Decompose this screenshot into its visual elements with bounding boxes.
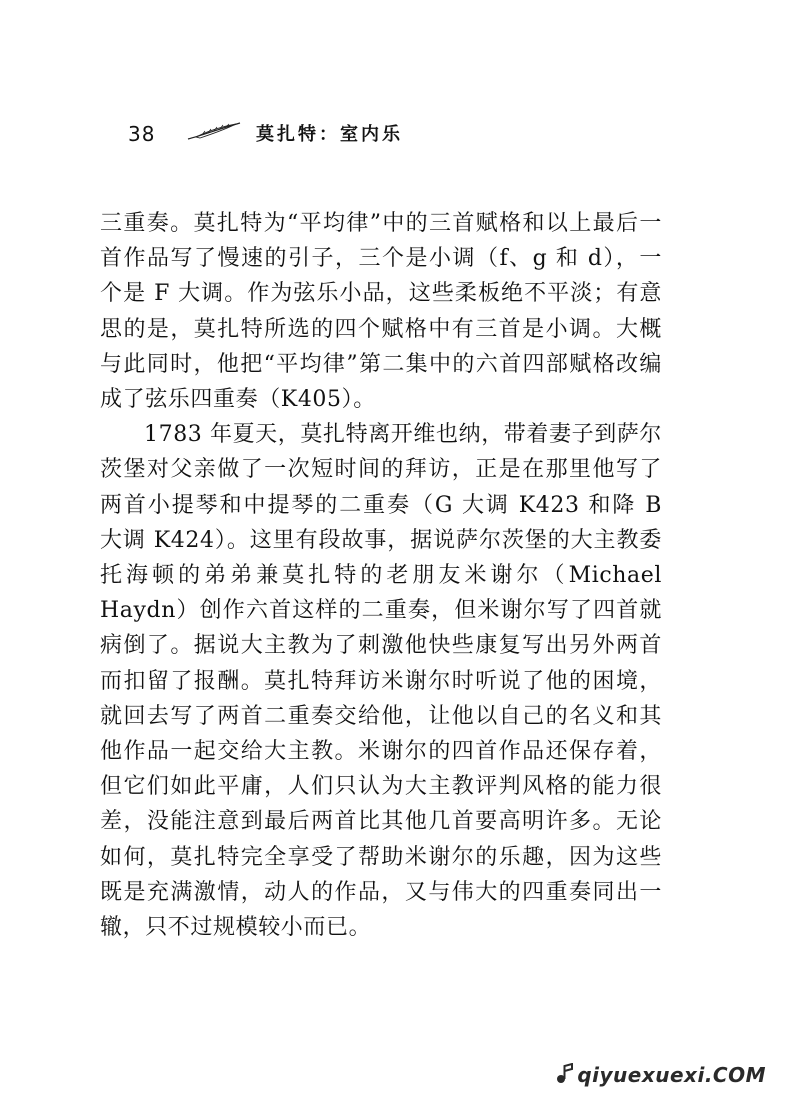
running-title: 莫扎特：室内乐 bbox=[256, 124, 403, 145]
page-header bbox=[128, 118, 548, 154]
music-note-logo-icon bbox=[555, 1063, 575, 1090]
site-watermark bbox=[555, 1063, 766, 1090]
paragraph-2: 1783 年夏天，莫扎特离开维也纳，带着妻子到萨尔茨堡对父亲做了一次短时间的拜访，正是在那里他写了两首小提琴和中提琴的二重奏（G 大调 K423 和降 B 大调 K424）。这里有段故事，据说萨尔茨堡的大主教委托海顿的弟弟兼莫扎特的老朋友米谢尔（Michael Haydn）创作六首这样的二重奏，但米谢尔写了四首就病倒了。据说大主教为了刺激他快些康复写出另外两首而扣留了报酬。莫扎特拜访米谢尔时听说了他的困境，就回去写了两首二重奏交给他，让他以自己的名义和其他作品一起交给大主教。米谢尔的四首作品还保存着，但它们如此平庸，人们只认为大主教评判风格的能力很差，没能注意到最后两首比其他几首要高明许多。无论如何，莫扎特完全享受了帮助米谢尔的乐趣，因为这些既是充满激情，动人的作品，又与伟大的四重奏同出一辙，只不过规模较小而已。 bbox=[100, 422, 662, 941]
paragraph-1: 三重奏。莫扎特为“平均律”中的三首赋格和以上最后一首作品写了慢速的引子，三个是小调（f、g 和 d），一个是 F 大调。作为弦乐小品，这些柔板绝不平淡；有意思的是，莫扎特所选的四个赋格中有三首是小调。大概与此同时，他把“平均律”第二集中的六首四部赋格改编成了弦乐四重奏（K405）。 bbox=[100, 211, 662, 413]
page-number: 38 bbox=[128, 122, 156, 146]
watermark-text: qiyuexuexi.COM bbox=[577, 1063, 766, 1087]
body-text bbox=[100, 206, 662, 945]
quill-icon bbox=[186, 120, 242, 142]
